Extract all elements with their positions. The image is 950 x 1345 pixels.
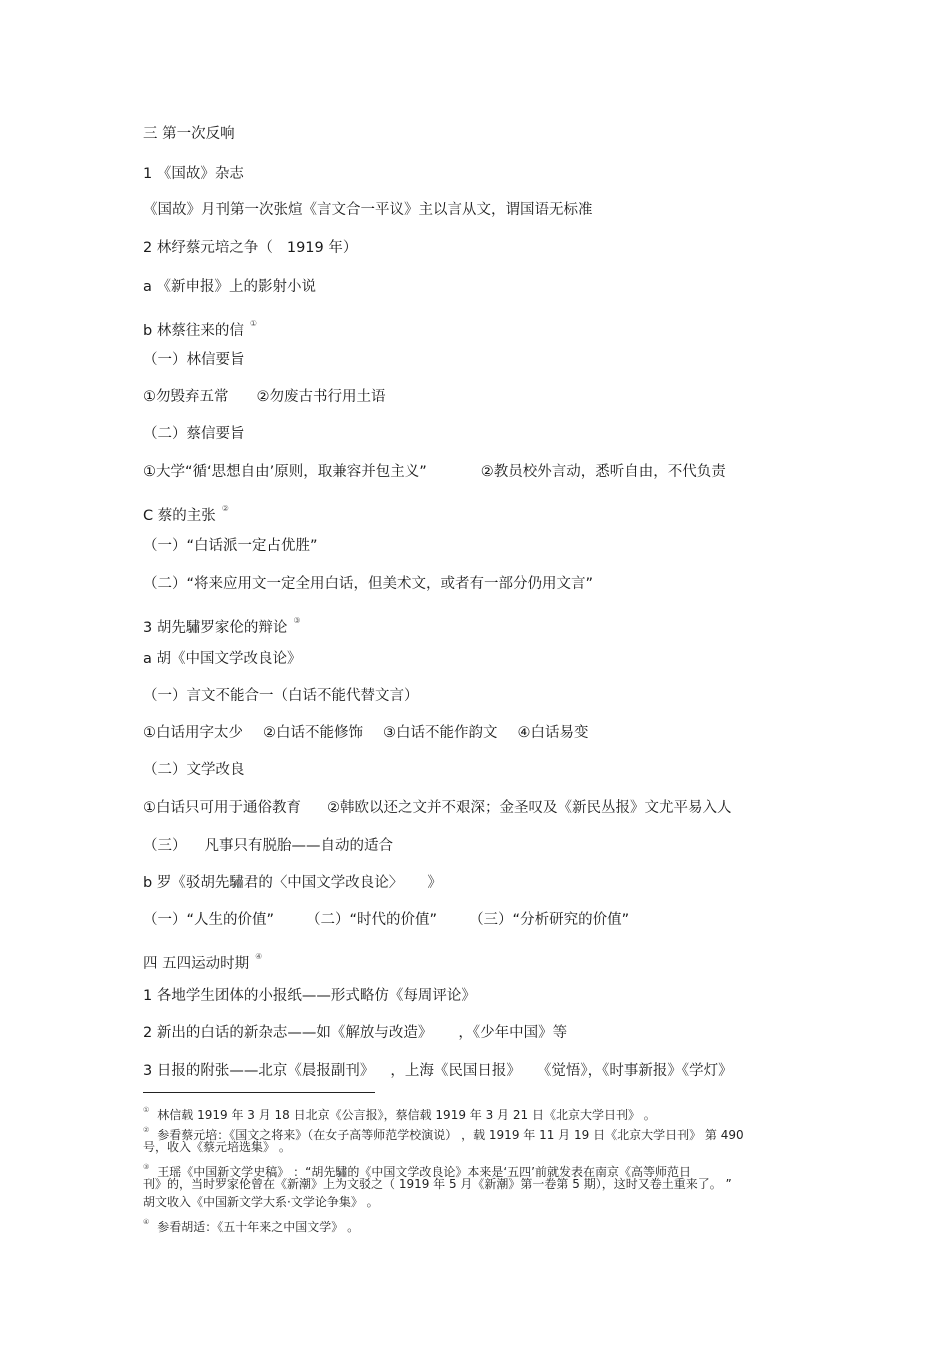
item-3a-2-points: ①白话只可用于通俗教育 ②韩欧以还之文并不艰深；金圣叹及《新民丛报》文尤平易入人 [143,800,732,816]
item-2b-2-points: ①大学“循‘思想自由’原则，取兼容并包主义” ②教员校外言动，悉听自由，不代负责 [143,464,726,480]
footnote-3-cont2: 胡文收入《中国新文学大系·文学论争集》 。 [143,1195,379,1209]
footnote-ref-4[interactable]: ④ [255,952,263,961]
item-3a: a 胡《中国文学改良论》 [143,651,302,667]
item-3b: b 罗《驳胡先驌君的〈中国文学改良论〉 》 [143,875,442,891]
footnote-2-cont: 号，收入《蔡元培选集》 。 [143,1140,291,1154]
item-2b: b 林蔡往来的信 ① [143,319,257,339]
footnote-2: ② 参看蔡元培：《国文之将来》（在女子高等师范学校演说） ，载 1919 年 11 月 19 日《北京大学日刊》 第 490 [143,1126,744,1142]
item-2a: a 《新申报》上的影射小说 [143,279,316,295]
item-3: 3 胡先驌罗家伦的辩论 ③ [143,616,301,636]
item-4-3: 3 日报的附张——北京《晨报副刊》 ，上海《民国日报》 《觉悟》，《时事新报》《学灯》 [143,1063,733,1079]
item-2b-1: （一）林信要旨 [143,352,245,368]
footnote-ref-2[interactable]: ② [221,504,229,513]
footnote-3-cont: 刊》的，当时罗家伦曾在《新潮》上为文驳之（ 1919 年 5 月《新潮》第一卷第 5 期），这时又卷土重来了。 ” [143,1177,732,1191]
item-2b-2: （二）蔡信要旨 [143,426,245,442]
item-3a-1-points: ①白话用字太少 ②白话不能修饰 ③白话不能作韵文 ④白话易变 [143,725,589,741]
item-2: 2 林纾蔡元培之争（ 1919 年） [143,240,358,256]
footnote-ref-3[interactable]: ③ [293,616,301,625]
footnote-4: ④ 参看胡适：《五十年来之中国文学》 。 [143,1218,360,1234]
footnote-ref-1[interactable]: ① [249,319,257,328]
item-2c-2: （二）“将来应用文一定全用白话，但美术文，或者有一部分仍用文言” [143,576,594,592]
item-3a-2: （二）文学改良 [143,762,245,778]
item-2c-1: （一）“白话派一定占优胜” [143,538,318,554]
footnote-3: ③ 王瑶《中国新文学史稿》 ：“胡先驌的《中国文学改良论》本来是‘五四’前就发表在南京《高等师范日 [143,1163,691,1179]
footnote-1: ① 林信载 1919 年 3 月 18 日北京《公言报》，蔡信载 1919 年 3 月 21 日《北京大学日刊》 。 [143,1106,656,1122]
footnote-divider [143,1092,375,1093]
item-3a-3: （三） 凡事只有脱胎——自动的适合 [143,838,393,854]
item-3b-points: （一）“人生的价值” （二）“时代的价值” （三）“分析研究的价值” [143,912,630,928]
section-heading-4: 四 五四运动时期 ④ [143,952,263,972]
item-1: 1 《国故》杂志 [143,166,244,182]
item-2c: C 蔡的主张 ② [143,504,229,524]
item-1-text: 《国故》月刊第一次张煊《言文合一平议》主以言从文，谓国语无标准 [143,202,593,218]
item-2b-1-points: ①勿毁弃五常 ②勿废古书行用土语 [143,389,386,405]
item-3a-1: （一）言文不能合一（白话不能代替文言） [143,688,419,704]
item-4-1: 1 各地学生团体的小报纸——形式略仿《每周评论》 [143,988,476,1004]
section-heading-3: 三 第一次反响 [143,126,235,142]
item-4-2: 2 新出的白话的新杂志——如《解放与改造》 ，《少年中国》等 [143,1025,568,1041]
